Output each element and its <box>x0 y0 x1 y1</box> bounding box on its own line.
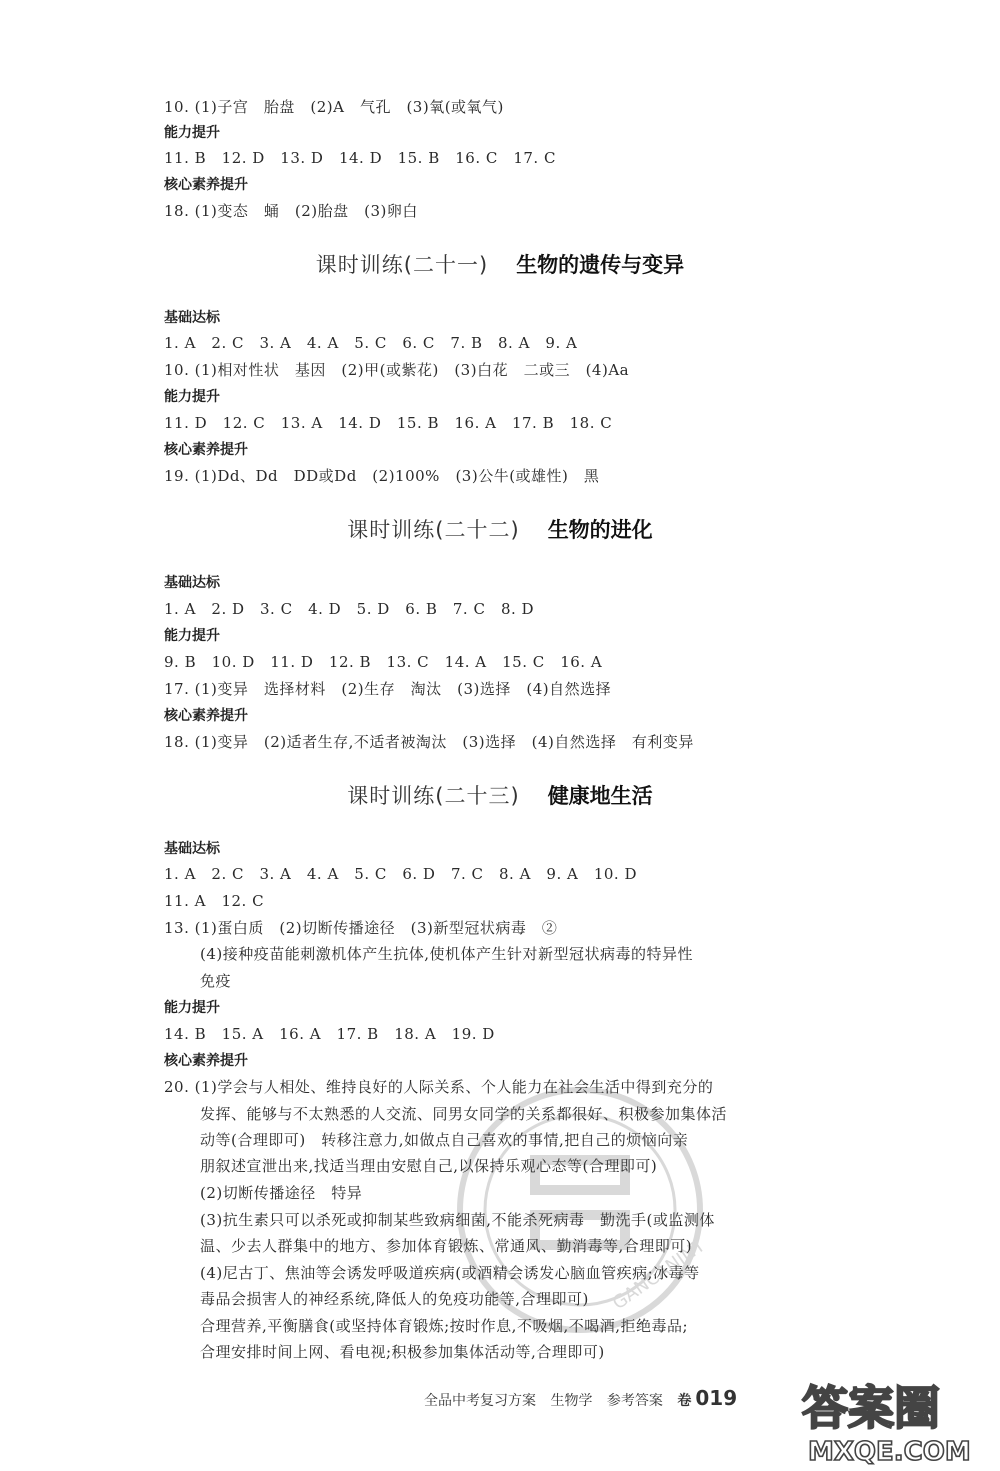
footer-volume: 卷 <box>677 1393 692 1409</box>
subheading-ability: 能力提升 <box>164 1000 220 1016</box>
answer-line: 11. D 12. C 13. A 14. D 15. B 16. A 17. B 18. C <box>164 414 613 432</box>
section-title <box>0 250 1000 280</box>
answer-line: (3)抗生素只可以杀死或抑制某些致病细菌,不能杀死病毒 勤洗手(或监测体 <box>200 1211 715 1229</box>
answer-line: 14. B 15. A 16. A 17. B 18. A 19. D <box>164 1025 495 1043</box>
answer-line: 19. (1)Dd、Dd DD或Dd (2)100% (3)公牛(或雄性) 黑 <box>164 467 600 485</box>
answer-line: 17. (1)变异 选择材料 (2)生存 淘汰 (3)选择 (4)自然选择 <box>164 680 612 698</box>
footer-part: 参考答案 <box>606 1393 663 1409</box>
subheading-basic: 基础达标 <box>164 310 220 326</box>
section-title <box>0 781 1000 811</box>
answer-line: 温、少去人群集中的地方、参加体育锻炼、常通风、勤消毒等,合理即可) <box>200 1237 693 1255</box>
answer-line: 10. (1)子宫 胎盘 (2)A 气孔 (3)氧(或氧气) <box>164 98 504 116</box>
page-number: 019 <box>695 1386 738 1410</box>
section-title-number: 课时训练(二十三) <box>347 784 520 808</box>
section-title-topic: 生物的遗传与变异 <box>516 253 685 277</box>
answer-line: 合理安排时间上网、看电视;积极参加集体活动等,合理即可) <box>200 1343 605 1361</box>
answer-line: 1. A 2. D 3. C 4. D 5. D 6. B 7. C 8. D <box>164 600 535 618</box>
answer-line: (4)尼古丁、焦油等会诱发呼吸道疾病(或酒精会诱发心脑血管疾病;冰毒等 <box>200 1264 700 1282</box>
section-title <box>0 515 1000 545</box>
answer-line: 动等(合理即可) 转移注意力,如做点自己喜欢的事情,把自己的烦恼向亲 <box>200 1131 689 1149</box>
section-title-topic: 生物的进化 <box>547 518 653 542</box>
page-footer <box>424 1386 747 1413</box>
subheading-basic: 基础达标 <box>164 575 220 591</box>
answer-line: 10. (1)相对性状 基因 (2)甲(或紫花) (3)白花 二或三 (4)Aa <box>164 361 630 379</box>
subheading-core: 核心素养提升 <box>164 1053 248 1069</box>
subheading-core: 核心素养提升 <box>164 442 248 458</box>
section-title-number: 课时训练(二十二) <box>347 518 520 542</box>
subheading-core: 核心素养提升 <box>164 177 248 193</box>
answer-line: 18. (1)变态 蛹 (2)胎盘 (3)卵白 <box>164 202 418 220</box>
subheading-basic: 基础达标 <box>164 841 220 857</box>
answer-line: (4)接种疫苗能刺激机体产生抗体,使机体产生针对新型冠状病毒的特异性 <box>200 945 694 963</box>
footer-subject: 生物学 <box>550 1393 593 1409</box>
answer-line: 毒品会损害人的神经系统,降低人的免疫功能等,合理即可) <box>200 1290 589 1308</box>
subheading-ability: 能力提升 <box>164 628 220 644</box>
answer-line: 13. (1)蛋白质 (2)切断传播途径 (3)新型冠状病毒 ② <box>164 919 558 937</box>
answer-line: 1. A 2. C 3. A 4. A 5. C 6. D 7. C 8. A 9. A 10. D <box>164 865 637 883</box>
answer-line: 9. B 10. D 11. D 12. B 13. C 14. A 15. C 16. A <box>164 653 603 671</box>
section-title-topic: 健康地生活 <box>547 784 653 808</box>
logo-text: 答案圈 <box>802 1381 940 1435</box>
subheading-ability: 能力提升 <box>164 389 220 405</box>
answer-line: 18. (1)变异 (2)适者生存,不适者被淘汰 (3)选择 (4)自然选择 有利变异 <box>164 733 694 751</box>
site-logo-watermark-icon <box>798 1372 988 1467</box>
subheading-core: 核心素养提升 <box>164 708 248 724</box>
answer-line: 11. B 12. D 13. D 14. D 15. B 16. C 17. C <box>164 149 556 167</box>
logo-site-text: MXQE.COM <box>808 1437 971 1467</box>
answer-line: 1. A 2. C 3. A 4. A 5. C 6. C 7. B 8. A 9. A <box>164 334 578 352</box>
footer-book-title: 全品中考复习方案 <box>424 1393 536 1409</box>
stamp-watermark-icon <box>450 1080 710 1340</box>
stamp-text: GANCANINT <box>608 1235 710 1315</box>
answer-line: 免疫 <box>200 972 232 990</box>
subheading-ability: 能力提升 <box>164 125 220 141</box>
answer-line: 11. A 12. C <box>164 892 265 910</box>
answer-line: 朋叙述宣泄出来,找适当理由安慰自己,以保持乐观心态等(合理即可) <box>200 1157 658 1175</box>
answer-line: 合理营养,平衡膳食(或坚持体育锻炼;按时作息,不吸烟,不喝酒,拒绝毒品; <box>200 1317 689 1335</box>
answer-line: 发挥、能够与不太熟悉的人交流、同男女同学的关系都很好、积极参加集体活 <box>200 1105 728 1123</box>
section-title-number: 课时训练(二十一) <box>315 253 489 277</box>
answer-line: (2)切断传播途径 特异 <box>200 1184 363 1202</box>
answer-line: 20. (1)学会与人相处、维持良好的人际关系、个人能力在社会生活中得到充分的 <box>164 1078 714 1096</box>
